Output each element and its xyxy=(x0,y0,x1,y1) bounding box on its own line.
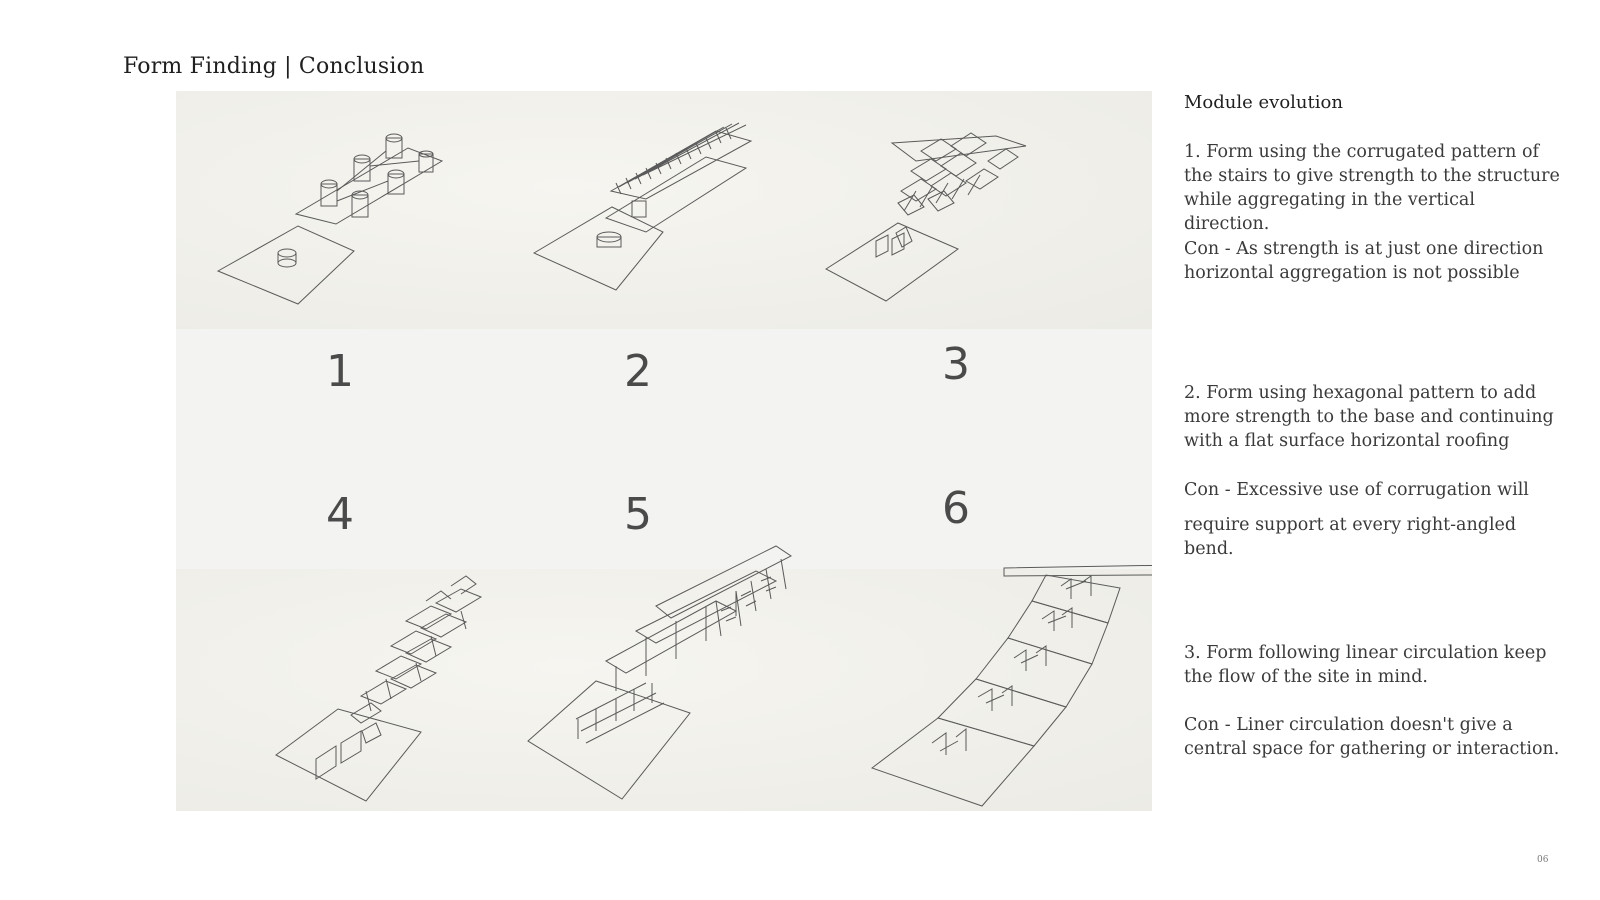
hex-cylinders xyxy=(321,134,433,217)
aggregated-modules-4 xyxy=(316,576,481,779)
page-title: Form Finding | Conclusion xyxy=(123,54,425,79)
drawing-3 xyxy=(826,133,1026,301)
drawing-4 xyxy=(276,576,481,801)
module-evolution-figure xyxy=(176,91,1152,811)
drawing-1 xyxy=(218,134,442,304)
label-2: 2 xyxy=(624,346,652,397)
label-6: 6 xyxy=(942,483,970,534)
drawing-6 xyxy=(872,565,1152,806)
item-1-con: Con - As strength is at just one direction horizontal aggregation is not possible xyxy=(1184,239,1544,283)
item-2-con-line2: require support at every right-angled bend. xyxy=(1184,515,1517,559)
aggregated-modules-3 xyxy=(876,133,1026,257)
item-3-con: Con - Liner circulation doesn't give a central space for gathering or interaction. xyxy=(1184,715,1560,759)
item-3-description: 3. Form following linear circulation keep the flow of the site in mind. xyxy=(1184,643,1547,687)
label-1: 1 xyxy=(326,346,354,397)
notes-heading: Module evolution xyxy=(1184,92,1343,113)
label-4: 4 xyxy=(326,489,354,540)
item-1-description: 1. Form using the corrugated pattern of the stairs to give strength to the structure while aggregating in the vertical direction. xyxy=(1184,142,1560,234)
hex-cylinder-small xyxy=(278,249,296,267)
label-5: 5 xyxy=(624,489,652,540)
item-2-con-line1: Con - Excessive use of corrugation will xyxy=(1184,480,1529,500)
page-number: 06 xyxy=(1537,855,1549,865)
column-structure xyxy=(576,546,791,743)
item-2-description: 2. Form using hexagonal pattern to add more strength to the base and continuing with a flat surface horizontal roofing xyxy=(1184,383,1554,451)
drawing-2 xyxy=(534,123,751,290)
linear-modules xyxy=(932,576,1091,755)
module-drawings xyxy=(176,91,1152,811)
corrugated-roof xyxy=(611,123,751,217)
label-3: 3 xyxy=(942,339,970,390)
drawing-5 xyxy=(528,546,791,799)
